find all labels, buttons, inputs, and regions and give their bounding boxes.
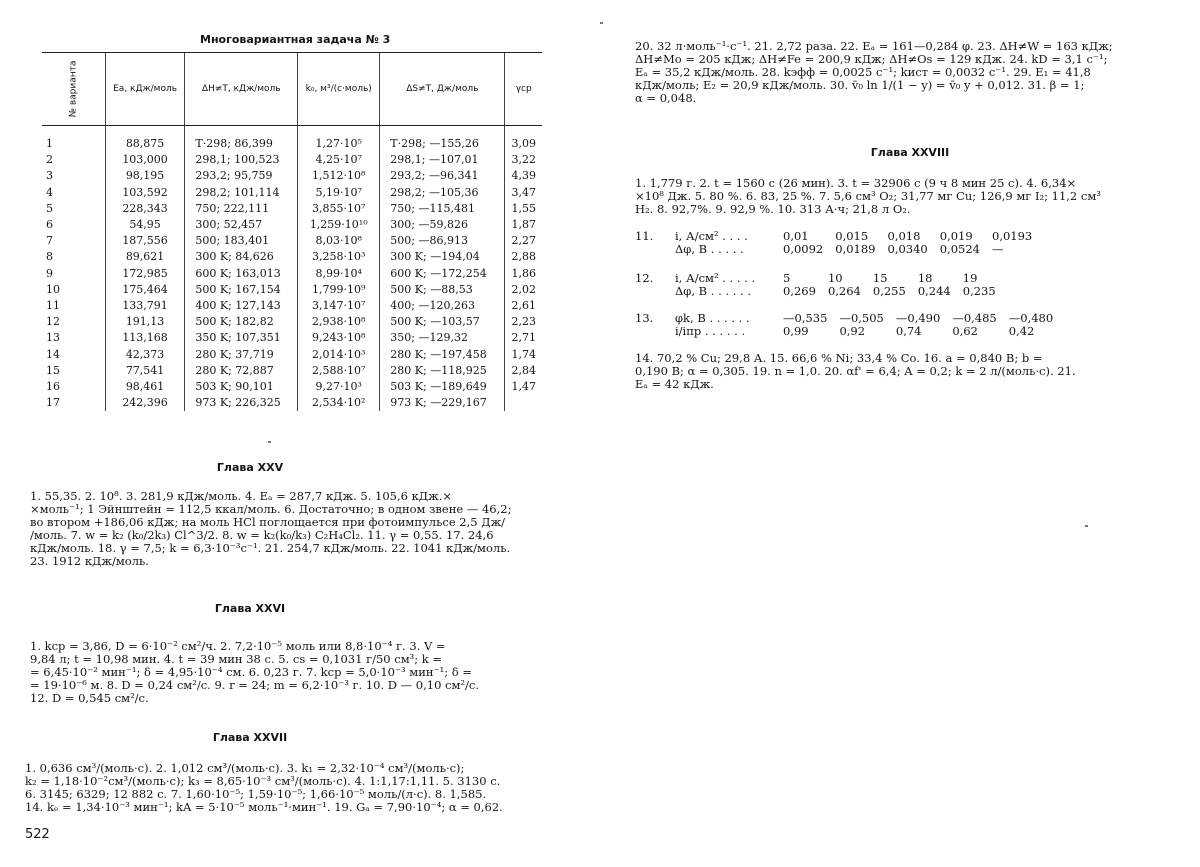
- dh-value: 750; 222,111: [185, 201, 298, 217]
- dh-value: 300 K; 84,626: [185, 249, 298, 265]
- gamma-value: 3,22: [505, 152, 542, 168]
- problem-11-label-i: i, А/см² . . . .: [675, 229, 748, 243]
- table-row: [42, 126, 542, 153]
- value: 0,0092: [783, 242, 824, 256]
- table-row: [42, 314, 542, 330]
- print-speck: [600, 22, 603, 24]
- gamma-value: 2,02: [505, 282, 542, 298]
- value: 19: [962, 271, 978, 285]
- value: 0,92: [839, 324, 866, 338]
- ea-value: 89,621: [105, 249, 185, 265]
- k0-value: 3,855·10⁷: [298, 201, 380, 217]
- chapter-25-title: Глава XXV: [216, 461, 284, 474]
- ds-value: 350; —129,32: [380, 330, 505, 346]
- ds-value: 293,2; —96,341: [380, 168, 505, 184]
- ds-value: 298,2; —105,36: [380, 185, 505, 201]
- gamma-value: 3,09: [505, 126, 542, 153]
- variant-number: 5: [46, 201, 53, 215]
- k0-value: 3,147·10⁷: [298, 298, 380, 314]
- table-row: [42, 249, 542, 265]
- chapter-28-text: 1. 1,779 г. 2. t = 1560 с (26 мин). 3. t = 32906 с (9 ч 8 мин 25 с). 4. 6,34× ×10⁸ Дж. 5. 80 %. 6. 83, 25 %. 7. 5,6 см³ O₂; 31,77 мг Cu; 126,9 мг I₂; 11,2 см³ H₂. 8. 92,7%. 9. 92,9 %. 10. 313 А·ч; 21,8 л O₂.: [635, 176, 1101, 216]
- ds-value: 503 K; —189,649: [380, 379, 505, 395]
- gamma-value: 3,47: [505, 185, 542, 201]
- variant-number: 16: [46, 379, 60, 393]
- problem-11-row-potential: [635, 243, 1038, 256]
- value: 0,0340: [887, 242, 928, 256]
- value: 15: [872, 271, 888, 285]
- problem-13-label-ratio: i/iпр . . . . . .: [675, 324, 746, 338]
- value: 0,244: [917, 284, 951, 298]
- value: 0,01: [783, 229, 809, 243]
- chapter-27-title: Глава XXVII: [212, 731, 288, 744]
- variant-number: 4: [46, 185, 53, 199]
- dh-value: 500 K; 182,82: [185, 314, 298, 330]
- header-k0: k₀, м³/(с·моль): [298, 53, 380, 126]
- ea-value: 191,13: [105, 314, 185, 330]
- header-gamma: γср: [505, 53, 542, 126]
- value: 18: [917, 271, 933, 285]
- header-dh: ΔH≠T, кДж/моль: [185, 53, 298, 126]
- chapter-28-title: Глава XXVIII: [870, 146, 950, 159]
- table-row: [42, 395, 542, 411]
- gamma-value: 2,61: [505, 298, 542, 314]
- value: —0,485: [952, 311, 997, 325]
- k0-value: 9,27·10³: [298, 379, 380, 395]
- variant-number: 9: [46, 266, 53, 280]
- table-row: [42, 185, 542, 201]
- ea-value: 242,396: [105, 395, 185, 411]
- variant-number: 3: [46, 169, 53, 183]
- value: 0,269: [783, 284, 816, 298]
- k0-value: 9,243·10⁸: [298, 330, 380, 346]
- value: 0,264: [827, 284, 861, 298]
- gamma-value: 2,84: [505, 363, 542, 379]
- dh-value: 298,1; 100,523: [185, 152, 298, 168]
- value: —0,505: [839, 311, 884, 325]
- ea-value: 228,343: [105, 201, 185, 217]
- ea-value: 98,195: [105, 168, 185, 184]
- print-speck: [1085, 525, 1088, 527]
- value: 0,42: [1008, 324, 1035, 338]
- table-row: [42, 346, 542, 362]
- ea-value: 103,000: [105, 152, 185, 168]
- table-row: [42, 379, 542, 395]
- ea-value: 88,875: [105, 126, 185, 153]
- gamma-value: 1,47: [505, 379, 542, 395]
- k0-value: 2,938·10⁸: [298, 314, 380, 330]
- table-row: [42, 152, 542, 168]
- variant-number: 8: [46, 250, 53, 264]
- ea-value: 42,373: [105, 346, 185, 362]
- ea-value: 54,95: [105, 217, 185, 233]
- value: 0,019: [939, 229, 973, 243]
- variant-number: 17: [46, 396, 60, 410]
- variant-number: 15: [46, 363, 60, 377]
- gamma-value: 1,55: [505, 201, 542, 217]
- gamma-value: 2,23: [505, 314, 542, 330]
- header-ea: Ea, кДж/моль: [105, 53, 185, 126]
- ds-value: 400; —120,263: [380, 298, 505, 314]
- problem-12-table: [635, 272, 1002, 298]
- k0-value: 1,512·10⁸: [298, 168, 380, 184]
- problem-12-number: 12.: [635, 271, 654, 285]
- ds-value: 750; —115,481: [380, 201, 505, 217]
- ds-value: T·298; —155,26: [380, 126, 505, 153]
- ea-value: 187,556: [105, 233, 185, 249]
- value: 0,74: [895, 324, 922, 338]
- chapter-26-title: Глава XXVI: [214, 602, 286, 615]
- table-row: [42, 266, 542, 282]
- ea-value: 77,541: [105, 363, 185, 379]
- k0-value: 2,588·10⁷: [298, 363, 380, 379]
- print-speck: [268, 441, 271, 443]
- ea-value: 98,461: [105, 379, 185, 395]
- table-row: [42, 330, 542, 346]
- dh-value: 350 K; 107,351: [185, 330, 298, 346]
- problem-13-label-phi: φk, В . . . . . .: [675, 311, 750, 325]
- k0-value: 8,03·10⁸: [298, 233, 380, 249]
- problem-12-label-dphi: Δφ, В . . . . . .: [675, 284, 751, 298]
- chapter-27-text: 1. 0,636 см³/(моль·с). 2. 1,012 см³/(моль·с). 3. k₁ = 2,32·10⁻⁴ см³/(моль·с); k₂ = 1,18·10⁻²см³/(моль·с); k₃ = 8,65·10⁻³ см³/(моль·с). 4. 1:1,17:1,11. 5. 3130 с. 6. 3145; 6329; 12 882 с. 7. 1,60·10⁻⁵; 1,59·10⁻⁵; 1,66·10⁻⁵ моль/(л·с). 8. 1,585. 14. kₑ = 1,34·10⁻³ мин⁻¹; kA = 5·10⁻⁵ моль⁻¹·мин⁻¹. 19. Gₐ = 7,90·10⁻⁴; α = 0,62.: [25, 761, 503, 814]
- gamma-value: 1,86: [505, 266, 542, 282]
- table-row: [42, 282, 542, 298]
- k0-value: 3,258·10³: [298, 249, 380, 265]
- dh-value: 500; 183,401: [185, 233, 298, 249]
- value: 0,0189: [835, 242, 876, 256]
- variant-number: 7: [46, 234, 53, 248]
- page-number: 522: [25, 827, 50, 842]
- value: 0,99: [783, 324, 809, 338]
- right-page: [600, 0, 1200, 867]
- dh-value: 300; 52,457: [185, 217, 298, 233]
- variant-number: 2: [46, 153, 53, 167]
- table-row: [42, 363, 542, 379]
- dh-value: 293,2; 95,759: [185, 168, 298, 184]
- value: —0,480: [1008, 311, 1054, 325]
- k0-value: 5,19·10⁷: [298, 185, 380, 201]
- problem-13-table: [635, 312, 1059, 338]
- problem-12-label-i: i, А/см² . . . . .: [675, 271, 756, 285]
- k0-value: 2,014·10³: [298, 346, 380, 362]
- closing-answers: 14. 70,2 % Cu; 29,8 А. 15. 66,6 % Ni; 33,4 % Co. 16. a = 0,840 В; b = 0,190 В; α = 0,305. 19. n = 1,0. 20. αf' = 6,4; A = 0,2; k = 2 л/(моль·с). 21. Eₐ = 42 кДж.: [635, 351, 1076, 391]
- problem-13-row-ratio: [635, 325, 1059, 338]
- problem-13-number: 13.: [635, 311, 654, 325]
- k0-value: 8,99·10⁴: [298, 266, 380, 282]
- chapter-26-text: 1. kср = 3,86, D = 6·10⁻² см²/ч. 2. 7,2·10⁻⁵ моль или 8,8·10⁻⁴ г. 3. V = 9,84 л; t = 10,98 мин. 4. t = 39 мин 38 с. 5. cs = 0,1031 г/50 см³; k = = 6,45·10⁻² мин⁻¹; δ = 4,95·10⁻⁴ см. 6. 0,23 г. 7. kср = 5,0·10⁻³ мин⁻¹; δ = = 19·10⁻⁶ м. 8. D = 0,24 см²/с. 9. r = 24; m = 6,2·10⁻³ г. 10. D — 0,10 см²/с. 12. D = 0,545 см²/с.: [30, 639, 480, 705]
- ds-value: 500; —86,913: [380, 233, 505, 249]
- dh-value: 600 K; 163,013: [185, 266, 298, 282]
- ds-value: 600 K; —172,254: [380, 266, 505, 282]
- table-header-row: [42, 53, 542, 126]
- value: 0,018: [887, 229, 921, 243]
- value: 10: [827, 271, 843, 285]
- gamma-value: 1,87: [505, 217, 542, 233]
- ea-value: 175,464: [105, 282, 185, 298]
- ds-value: 973 K; —229,167: [380, 395, 505, 411]
- value: —0,490: [895, 311, 941, 325]
- ea-value: 103,592: [105, 185, 185, 201]
- k0-value: 1,799·10⁹: [298, 282, 380, 298]
- table-row: [42, 298, 542, 314]
- gamma-value: 2,71: [505, 330, 542, 346]
- ds-value: 298,1; —107,01: [380, 152, 505, 168]
- value: —0,535: [783, 311, 828, 325]
- ea-value: 133,791: [105, 298, 185, 314]
- variant-number: 10: [46, 282, 60, 296]
- table-row: [42, 217, 542, 233]
- problem-11-number: 11.: [635, 229, 654, 243]
- ds-value: 300 K; —194,04: [380, 249, 505, 265]
- variant-number: 11: [46, 298, 60, 312]
- gamma-value: 2,27: [505, 233, 542, 249]
- problem-11-label-dphi: Δφ, В . . . . .: [675, 242, 744, 256]
- ea-value: 172,985: [105, 266, 185, 282]
- table-row: [42, 168, 542, 184]
- ds-value: 300; —59,826: [380, 217, 505, 233]
- value: 0,015: [835, 229, 869, 243]
- ea-value: 113,168: [105, 330, 185, 346]
- variant-number: 6: [46, 218, 53, 232]
- table-row: [42, 201, 542, 217]
- value: 0,235: [962, 284, 996, 298]
- value: 0,62: [952, 324, 978, 338]
- k0-value: 1,27·10⁵: [298, 126, 380, 153]
- problem-12-row-potential: [635, 285, 1002, 298]
- dh-value: 973 K; 226,325: [185, 395, 298, 411]
- dh-value: 280 K; 37,719: [185, 346, 298, 362]
- ds-value: 500 K; —103,57: [380, 314, 505, 330]
- chapter-25-text: 1. 55,35. 2. 10⁸. 3. 281,9 кДж/моль. 4. Eₐ = 287,7 кДж. 5. 105,6 кДж.× ×моль⁻¹; 1 Эйнштейн = 112,5 ккал/моль. 6. Достаточно; в одном звене — 46,2; во втором +186,06 кДж; на моль HCl поглощается при фотоимпульсе 2,5 Дж/ /моль. 7. w = k₂ (k₀/2k₃) Cl^3/2. 8. w = k₂(k₀/k₃) C₂H₄Cl₂. 11. γ = 0,55. 17. 24,6 кДж/моль. 18. γ = 7,5; k = 6,3·10⁻³c⁻¹. 21. 254,7 кДж/моль. 22. 1041 кДж/моль. 23. 1912 кДж/моль.: [30, 489, 512, 568]
- header-ds: ΔS≠T, Дж/моль: [380, 53, 505, 126]
- dh-value: 500 K; 167,154: [185, 282, 298, 298]
- k0-value: 2,534·10²: [298, 395, 380, 411]
- variant-table: [42, 52, 542, 411]
- variant-number: 12: [46, 315, 60, 329]
- dh-value: 298,2; 101,114: [185, 185, 298, 201]
- value: 0,0193: [992, 229, 1033, 243]
- dh-value: 400 K; 127,143: [185, 298, 298, 314]
- ds-value: 280 K; —197,458: [380, 346, 505, 362]
- gamma-value: 1,74: [505, 346, 542, 362]
- gamma-value: 2,88: [505, 249, 542, 265]
- table-title: Многовариантная задача № 3: [200, 33, 391, 46]
- header-variant: № варианта: [42, 53, 105, 126]
- gamma-value: [505, 395, 542, 411]
- ds-value: 500 K; —88,53: [380, 282, 505, 298]
- variant-number: 1: [46, 137, 53, 151]
- value: 5: [783, 271, 791, 285]
- ds-value: 280 K; —118,925: [380, 363, 505, 379]
- gamma-value: 4,39: [505, 168, 542, 184]
- dh-value: T·298; 86,399: [185, 126, 298, 153]
- value: 0,0524: [939, 242, 980, 256]
- table-body: [42, 126, 542, 412]
- variant-number: 13: [46, 331, 60, 345]
- continued-answers: 20. 32 л·моль⁻¹·с⁻¹. 21. 2,72 раза. 22. Eₐ = 161—0,284 φ. 23. ΔH≠W = 163 кДж; ΔH≠Mo = 205 кДж; ΔH≠Fe = 200,9 кДж; ΔH≠Os = 129 кДж. 24. kD = 3,1 с⁻¹; Eₐ = 35,2 кДж/моль. 28. kэфф = 0,0025 с⁻¹; kист = 0,0032 с⁻¹. 29. E₁ = 41,8 кДж/моль; E₂ = 20,9 кДж/моль. 30. v̄₀ ln 1/(1 − y) = v̄₀ y + 0,012. 31. β = 1; α = 0,048.: [635, 39, 1113, 105]
- problem-11-table: [635, 230, 1038, 256]
- k0-value: 4,25·10⁷: [298, 152, 380, 168]
- variant-number: 14: [46, 347, 60, 361]
- dh-value: 280 K; 72,887: [185, 363, 298, 379]
- dh-value: 503 K; 90,101: [185, 379, 298, 395]
- k0-value: 1,259·10¹⁰: [298, 217, 380, 233]
- value: 0,255: [872, 284, 906, 298]
- value: —: [992, 242, 1004, 256]
- table-row: [42, 233, 542, 249]
